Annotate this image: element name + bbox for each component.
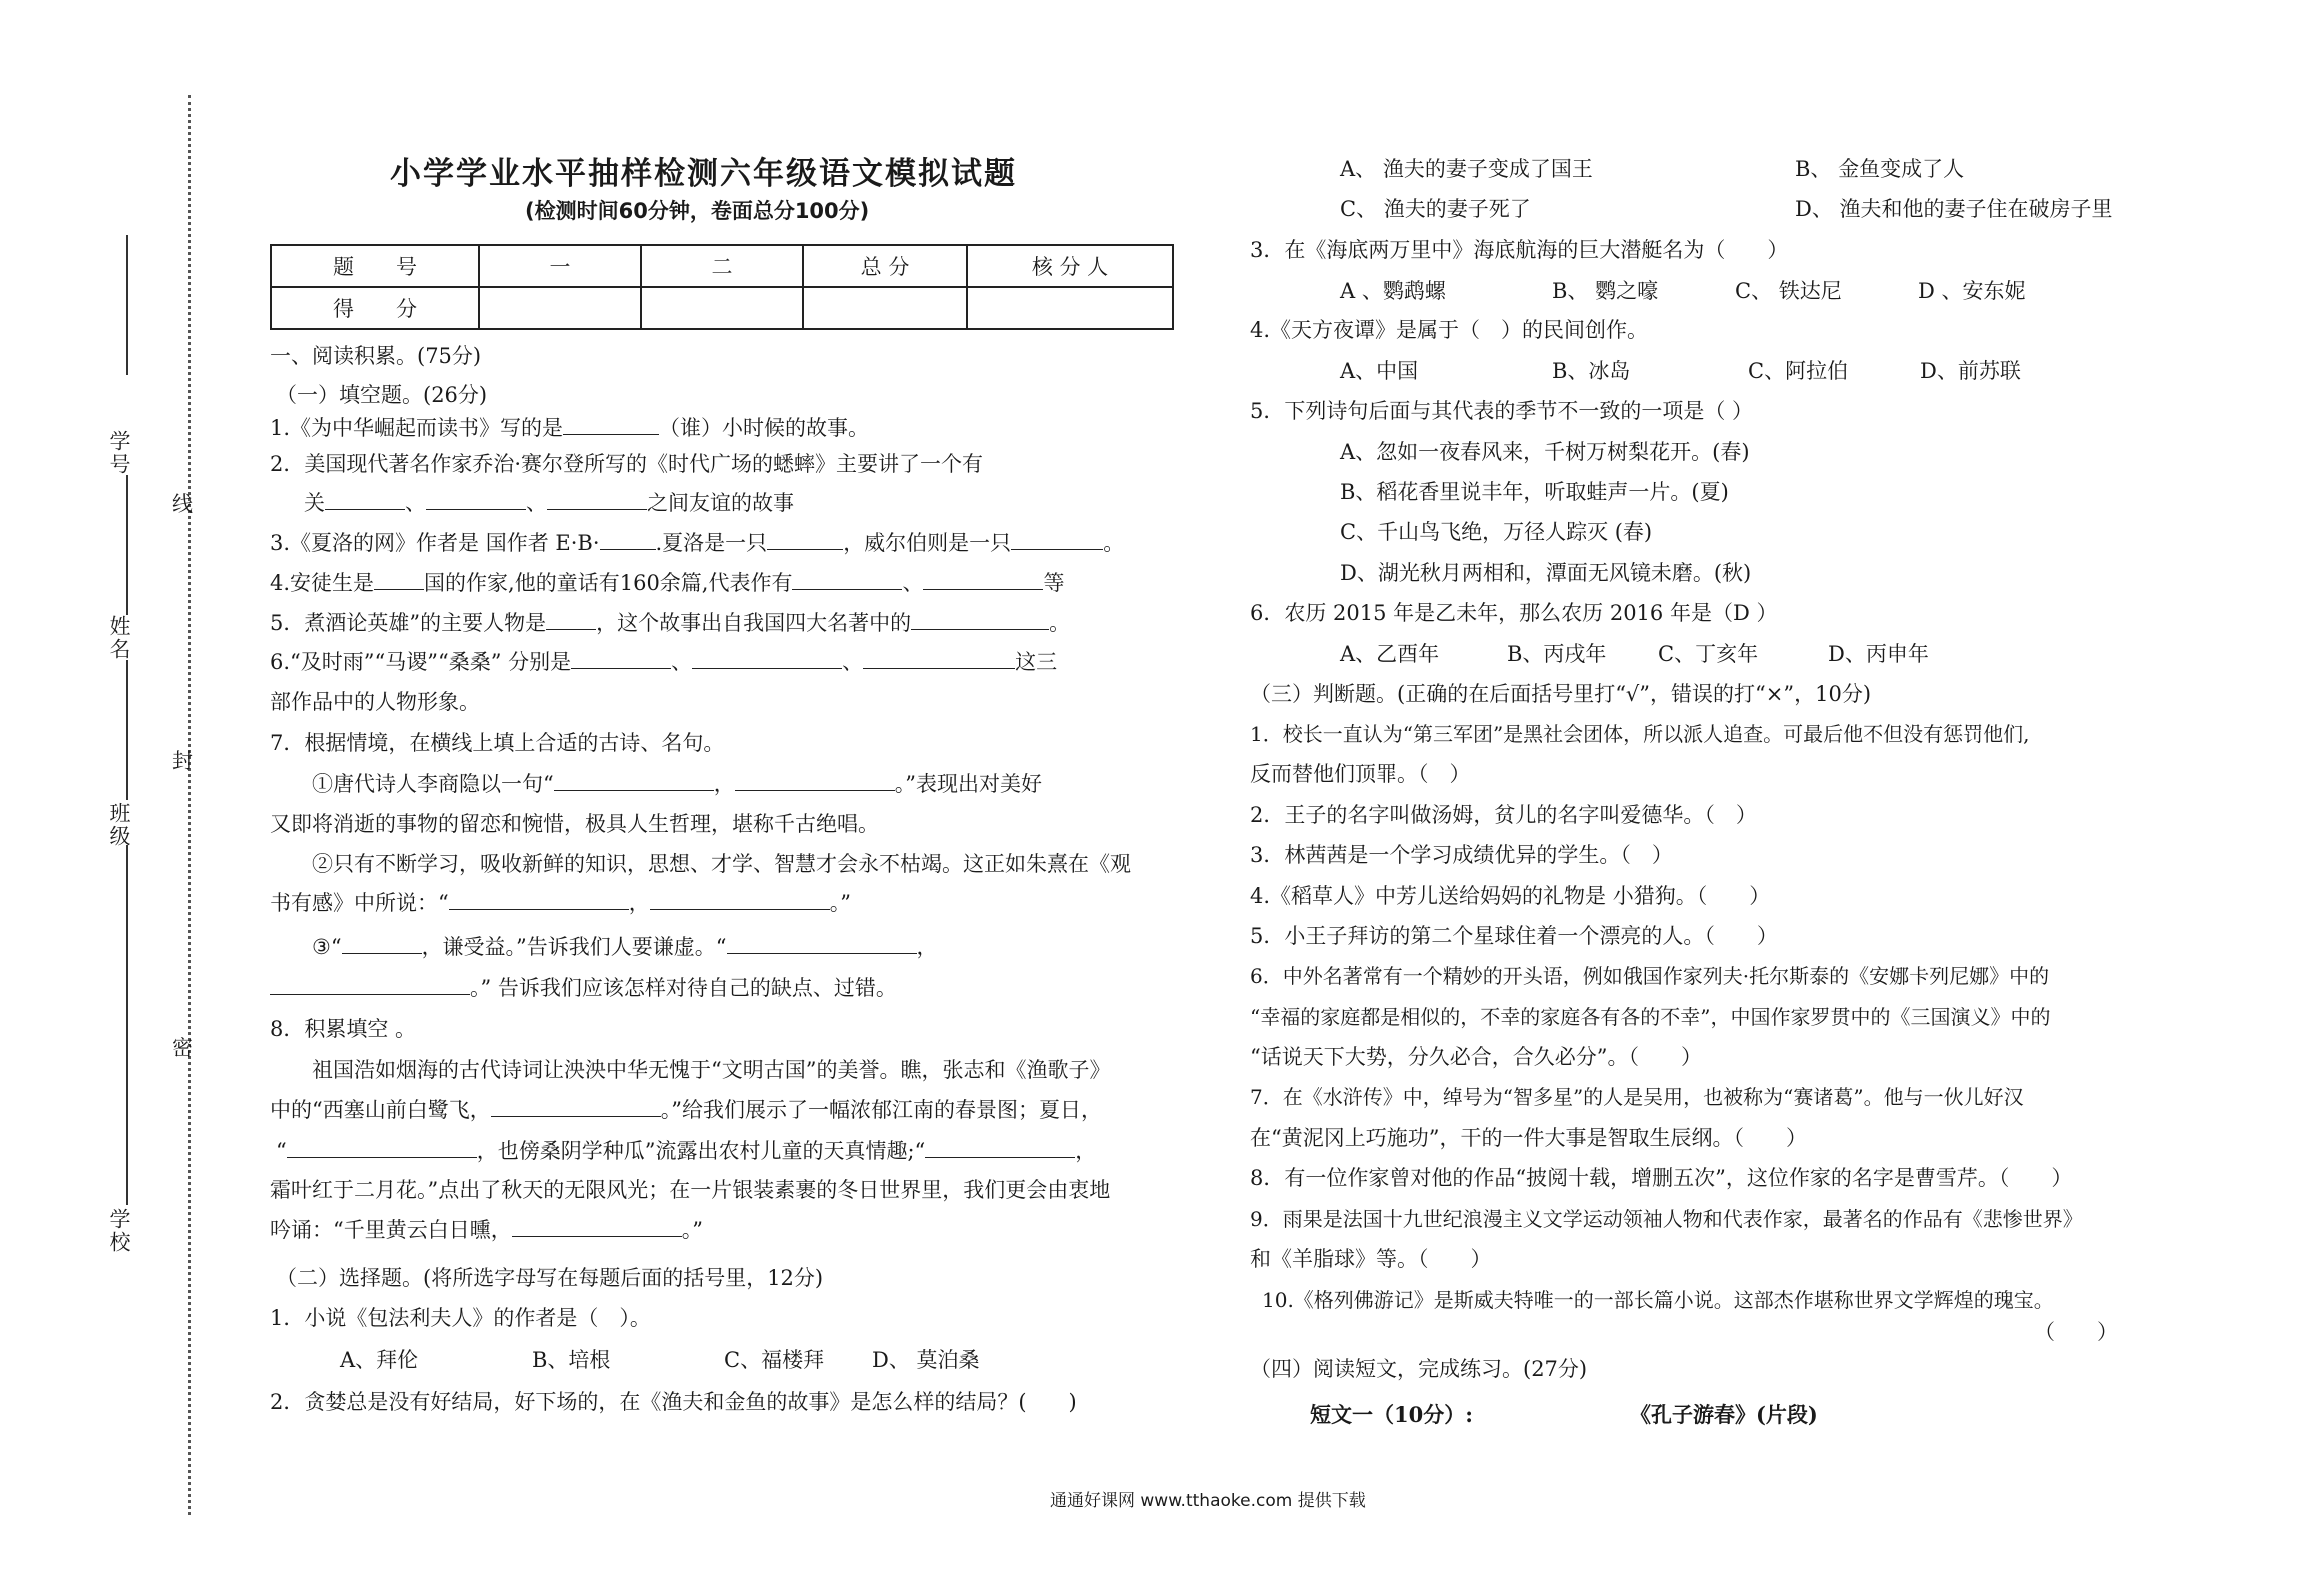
exam-subtitle: (检测时间60分钟，卷面总分100分): [525, 199, 870, 223]
question-2-text: 2．美国现代著名作家乔治·赛尔登所写的《时代广场的蟋蟀》主要讲了一个有: [270, 452, 984, 476]
choice-4-option-a: A、中国: [1340, 359, 1419, 383]
choice-question-3: 3．在《海底两万里中》海底航海的巨大潜艇名为（ ）: [1250, 238, 1789, 262]
answer-blank: [325, 491, 405, 510]
question-2-line-2: [304, 491, 794, 516]
question-7-3-part: ，: [916, 935, 938, 959]
question-8-line-2: [270, 1098, 1102, 1123]
judgment-9-line-2: 和《羊脂球》等。（ ）: [1250, 1247, 1492, 1271]
question-1: [270, 416, 869, 441]
question-6-part: 、: [671, 650, 693, 674]
answer-blank: [767, 531, 843, 550]
judgment-4: 4.《稻草人》中芳儿送给妈妈的礼物是 小猎狗。（ ）: [1250, 884, 1771, 908]
score-cell: [803, 287, 967, 329]
choice-2-option-d: D、 渔夫和他的妻子住在破房子里: [1795, 197, 2113, 221]
score-header-cell: 核 分 人: [967, 245, 1173, 287]
choice-question-6: 6．农历 2015 年是乙未年，那么农历 2016 年是（D ）: [1250, 601, 1778, 625]
question-7-1-part: 。”表现出对美好: [894, 772, 1042, 796]
answer-blank: [342, 935, 422, 954]
question-8: 8．积累填空 。: [270, 1017, 417, 1041]
question-7-1-part: ①唐代诗人李商隐以一句“: [312, 772, 554, 796]
question-6-part: 这三: [1015, 650, 1058, 674]
subsection-true-false: （三）判断题。(正确的在后面括号里打“√”，错误的打“×”，10分): [1250, 682, 1872, 706]
question-7-2-part: 。”: [829, 891, 851, 915]
choice-4-option-c: C、阿拉伯: [1748, 359, 1849, 383]
answer-blank: [571, 650, 671, 669]
question-3-part: 3.《夏洛的网》作者是 国作者 E·B·: [270, 531, 600, 555]
subsection-reading: （四）阅读短文，完成练习。(27分): [1250, 1357, 1588, 1381]
seal-char-line: 线: [172, 492, 193, 516]
score-cell: [479, 287, 641, 329]
choice-3-option-c: C、 铁达尼: [1735, 279, 1842, 303]
choice-5-option-b: B、稻花香里说丰年，听取蛙声一片。(夏): [1340, 480, 1729, 504]
question-7: 7．根据情境，在横线上填上合适的古诗、名句。: [270, 731, 725, 755]
answer-blank: [1011, 531, 1103, 550]
score-cell: [641, 287, 803, 329]
answer-blank: [911, 611, 1049, 630]
score-header-cell: 二: [641, 245, 803, 287]
question-1-text: 1.《为中华崛起而读书》写的是: [270, 416, 564, 440]
question-8-line-3: [276, 1139, 1096, 1164]
question-2-part: 、: [526, 491, 547, 515]
seal-char-feng: 封: [172, 749, 193, 773]
score-table: [270, 244, 1174, 330]
question-1-text-end: （谁）小时候的故事。: [659, 416, 870, 440]
question-3-part: ，威尔伯则是一只: [843, 531, 1012, 555]
reading-passage-1-title: 《孔子游春》(片段): [1630, 1402, 1818, 1427]
reading-passage-1-label: 短文一（10分）:: [1310, 1402, 1473, 1427]
choice-5-option-c: C、千山鸟飞绝，万径人踪灭 (春): [1340, 520, 1653, 544]
answer-blank: [374, 571, 424, 590]
judgment-6: 6．中外名著常有一个精妙的开头语，例如俄国作家列夫·托尔斯泰的《安娜卡列尼娜》中的: [1250, 964, 2050, 988]
answer-blank: [563, 416, 659, 435]
answer-blank: [449, 891, 629, 910]
choice-4-option-b: B、冰岛: [1552, 359, 1631, 383]
question-5: [270, 611, 1070, 636]
judgment-2: 2．王子的名字叫做汤姆，贫儿的名字叫爱德华。（ ）: [1250, 803, 1757, 827]
question-8-part: ，: [1075, 1139, 1097, 1163]
question-8-part: ，也傍桑阴学种瓜”流露出农村儿童的天真情趣;“: [476, 1139, 926, 1163]
question-7-3-line-2: [270, 976, 897, 1001]
choice-question-2: 2．贪婪总是没有好结局，好下场的，在《渔夫和金鱼的故事》是怎么样的结局？( ): [270, 1390, 1077, 1414]
question-7-2-line-2: [270, 891, 851, 916]
question-6-part: 、: [842, 650, 864, 674]
score-cell: [967, 287, 1173, 329]
answer-blank: [923, 571, 1043, 590]
question-5-part: 5．煮酒论英雄”的主要人物是: [270, 611, 547, 635]
answer-blank: [727, 935, 917, 954]
score-row-label: 得 分: [271, 287, 479, 329]
answer-blank: [650, 891, 830, 910]
choice-2-option-b: B、 金鱼变成了人: [1795, 157, 1965, 181]
student-id-label: 学号: [107, 430, 131, 476]
question-2-part: 关: [304, 491, 325, 515]
answer-blank: [426, 491, 526, 510]
class-blank: [126, 660, 128, 800]
question-7-2: ②只有不断学习，吸收新鲜的知识，思想、才学、智慧才会永不枯竭。这正如朱熹在《观: [312, 852, 1131, 876]
question-6-line-2: 部作品中的人物形象。: [270, 690, 480, 714]
subsection-fill-blank: （一）填空题。(26分): [276, 383, 488, 407]
judgment-8: 8．有一位作家曾对他的作品“披阅十载，增删五次”，这位作家的名字是曹雪芹。（ ）: [1250, 1166, 2073, 1190]
question-8-line-1: 祖国浩如烟海的古代诗词让泱泱中华无愧于“文明古国”的美誉。瞧，张志和《渔歌子》: [312, 1058, 1111, 1082]
choice-1-option-a: A、拜伦: [340, 1348, 419, 1372]
choice-4-option-d: D、前苏联: [1920, 359, 2021, 383]
question-7-2-part: ，: [628, 891, 650, 915]
choice-6-option-b: B、丙戌年: [1507, 642, 1607, 666]
judgment-10: 10.《格列佛游记》是斯威夫特唯一的一部长篇小说。这部杰作堪称世界文学辉煌的瑰宝。: [1262, 1288, 2054, 1312]
choice-6-option-d: D、丙申年: [1828, 642, 1929, 666]
answer-blank: [792, 571, 902, 590]
name-label: 姓名: [107, 615, 131, 661]
subsection-choice: （二）选择题。(将所选字母写在每题后面的括号里，12分): [276, 1266, 824, 1290]
question-3-part: 。: [1103, 531, 1125, 555]
choice-1-option-d: D、 莫泊桑: [872, 1348, 980, 1372]
answer-blank: [270, 976, 470, 995]
binding-dotted-line: [188, 95, 191, 1515]
question-7-1: [312, 772, 1042, 797]
answer-blank: [925, 1139, 1075, 1158]
choice-1-option-c: C、福楼拜: [724, 1348, 825, 1372]
answer-blank: [491, 1098, 661, 1117]
question-7-3: [312, 935, 938, 960]
name-blank: [126, 475, 128, 615]
score-table-header-row: [271, 245, 1173, 287]
question-7-1-part: ，: [713, 772, 735, 796]
class-label: 班级: [107, 802, 131, 848]
choice-question-5: 5．下列诗句后面与其代表的季节不一致的一项是（ ）: [1250, 399, 1754, 423]
question-3: [270, 531, 1124, 556]
seal-char-mi: 密: [172, 1036, 193, 1060]
choice-question-1: 1．小说《包法利夫人》的作者是（ ）。: [270, 1306, 651, 1330]
question-5-part: 。: [1049, 611, 1071, 635]
question-6: [270, 650, 1057, 675]
exam-title: 小学学业水平抽样检测六年级语文模拟试题: [390, 156, 1017, 192]
score-header-cell: 题 号: [271, 245, 479, 287]
school-label: 学校: [107, 1208, 131, 1254]
answer-blank: [863, 650, 1015, 669]
answer-blank: [546, 611, 596, 630]
answer-blank: [735, 772, 895, 791]
choice-6-option-c: C、丁亥年: [1658, 642, 1759, 666]
judgment-3: 3．林茜茜是一个学习成绩优异的学生。（ ）: [1250, 843, 1673, 867]
footer-source: 通通好课网 www.tthaoke.com 提供下载: [1050, 1491, 1366, 1511]
question-8-line-5: [270, 1218, 703, 1243]
judgment-7: 7．在《水浒传》中，绰号为“智多星”的人是吴用，也被称为“赛诸葛”。他与一伙儿好汉: [1250, 1085, 2024, 1109]
choice-1-option-b: B、培根: [532, 1348, 611, 1372]
score-header-cell: 一: [479, 245, 641, 287]
judgment-5: 5．小王子拜访的第二个星球住着一个漂亮的人。（ ）: [1250, 924, 1778, 948]
question-8-part: 吟诵：“千里黄云白日曛，: [270, 1218, 512, 1242]
choice-3-option-d: D 、安东妮: [1918, 279, 2026, 303]
question-4-part: 4.安徒生是: [270, 571, 375, 595]
score-table-score-row: [271, 287, 1173, 329]
choice-6-option-a: A、乙酉年: [1340, 642, 1440, 666]
question-2-part: 、: [405, 491, 426, 515]
question-7-3-part: ，谦受益。”告诉我们人要谦虚。“: [421, 935, 727, 959]
school-blank: [126, 845, 128, 1205]
answer-blank: [554, 772, 714, 791]
choice-5-option-d: D、湖光秋月两相和，潭面无风镜未磨。(秋): [1340, 561, 1752, 585]
answer-blank: [512, 1218, 682, 1237]
question-7-3-part: 。” 告诉我们应该怎样对待自己的缺点、过错。: [470, 976, 897, 1000]
choice-question-4: 4.《天方夜谭》是属于（ ）的民间创作。: [1250, 318, 1649, 342]
question-4-part: 等: [1043, 571, 1065, 595]
judgment-1-line-2: 反而替他们顶罪。（ ）: [1250, 762, 1471, 786]
choice-3-option-b: B、 鹦之嚎: [1552, 279, 1659, 303]
question-2-part: 之间友谊的故事: [647, 491, 794, 515]
question-8-part: 。”: [681, 1218, 703, 1242]
judgment-9: 9．雨果是法国十九世纪浪漫主义文学运动领袖人物和代表作家，最著名的作品有《悲惨世界》: [1250, 1207, 2083, 1231]
score-header-cell: 总 分: [803, 245, 967, 287]
question-7-1-line-2: 又即将消逝的事物的留恋和惋惜，极具人生哲理，堪称千古绝唱。: [270, 812, 879, 836]
section-1-heading: 一、阅读积累。(75分): [270, 344, 482, 368]
question-6-part: 6.“及时雨”“马谡”“桑桑” 分别是: [270, 650, 572, 674]
question-5-part: ，这个故事出自我国四大名著中的: [596, 611, 912, 635]
question-8-part: 中的“西塞山前白鹭飞，: [270, 1098, 491, 1122]
choice-2-option-c: C、 渔夫的妻子死了: [1340, 197, 1531, 221]
answer-blank: [692, 650, 842, 669]
question-7-2-part: 书有感》中所说：“: [270, 891, 449, 915]
question-7-3-part: ③“: [312, 935, 342, 959]
question-4-part: 国的作家,他的童话有160余篇,代表作有: [424, 571, 793, 595]
choice-3-option-a: A 、鹦鹉螺: [1340, 279, 1446, 303]
judgment-6-line-2: “幸福的家庭都是相似的，不幸的家庭各有各的不幸”，中国作家罗贯中的《三国演义》中的: [1250, 1005, 2051, 1029]
question-4-part: 、: [902, 571, 924, 595]
choice-2-option-a: A、 渔夫的妻子变成了国王: [1340, 157, 1593, 181]
student-id-blank: [126, 235, 128, 375]
question-4: [270, 571, 1064, 596]
judgment-6-line-3: “话说天下大势，分久必合，合久必分”。（ ）: [1250, 1045, 1702, 1069]
answer-blank: [547, 491, 647, 510]
question-8-part: 。”给我们展示了一幅浓郁江南的春景图；夏日，: [660, 1098, 1102, 1122]
question-8-part: “: [276, 1139, 287, 1163]
choice-5-option-a: A、忽如一夜春风来，千树万树梨花开。(春): [1340, 440, 1750, 464]
answer-blank: [287, 1139, 477, 1158]
question-3-part: .夏洛是一只: [655, 531, 768, 555]
judgment-10-bracket: （ ）: [2034, 1320, 2118, 1344]
judgment-7-line-2: 在“黄泥冈上巧施功”，干的一件大事是智取生辰纲。（ ）: [1250, 1126, 1807, 1150]
judgment-1: 1．校长一直认为“第三军团”是黑社会团体，所以派人追查。可最后他不但没有惩罚他们,: [1250, 722, 2030, 746]
question-8-line-4: 霜叶红于二月花。”点出了秋天的无限风光；在一片银装素裹的冬日世界里，我们更会由衷地: [270, 1178, 1111, 1202]
answer-blank: [600, 531, 656, 550]
